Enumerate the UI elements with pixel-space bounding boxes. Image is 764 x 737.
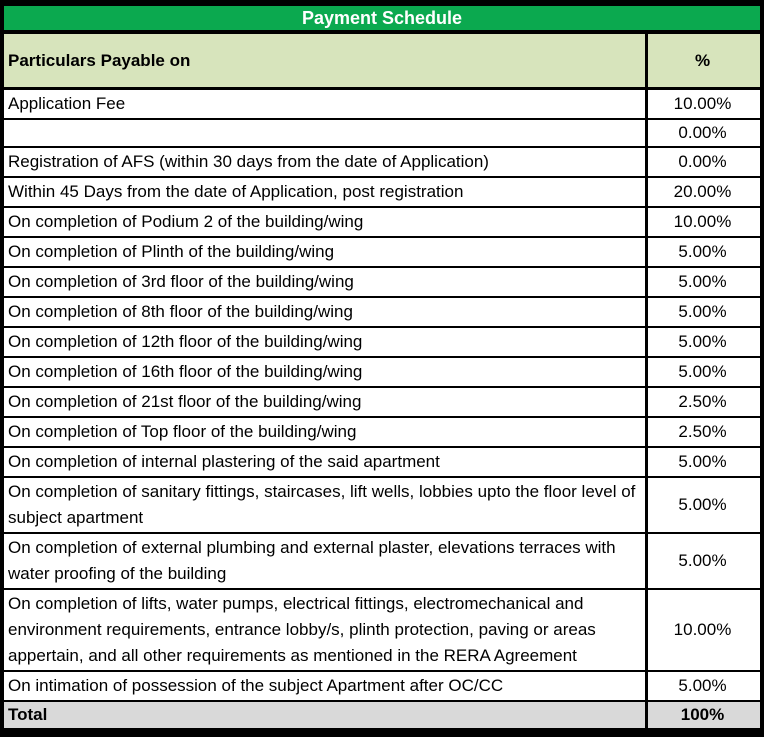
particulars-cell: On completion of 21st floor of the building/wing (8, 392, 362, 411)
table-row (4, 146, 760, 176)
table-row (4, 446, 760, 476)
table-row (4, 118, 760, 146)
table-row (4, 532, 760, 588)
percent-cell: 5.00% (645, 268, 757, 296)
percent-cell: 0.00% (645, 120, 757, 146)
percent-cell: 5.00% (645, 672, 757, 700)
particulars-cell: On completion of internal plastering of the said apartment (8, 452, 440, 471)
percent-cell: 10.00% (645, 208, 757, 236)
percent-cell: 5.00% (645, 448, 757, 476)
table-row (4, 206, 760, 236)
percent-cell: 5.00% (645, 328, 757, 356)
table-row (4, 296, 760, 326)
percent-cell: 2.50% (645, 418, 757, 446)
table-grid (4, 34, 760, 728)
table-row (4, 236, 760, 266)
table-row (4, 588, 760, 670)
particulars-cell (4, 120, 645, 146)
total-row (4, 700, 760, 728)
particulars-cell: Registration of AFS (within 30 days from the date of Application) (8, 152, 489, 171)
percent-cell: 10.00% (645, 590, 757, 670)
particulars-cell: On completion of Top floor of the building/wing (8, 422, 357, 441)
total-value: 100% (645, 702, 757, 728)
percent-cell: 5.00% (645, 298, 757, 326)
particulars-cell: On completion of 8th floor of the building/wing (8, 302, 353, 321)
table-row (4, 416, 760, 446)
particulars-cell: On completion of 12th floor of the building/wing (8, 332, 363, 351)
particulars-cell: On completion of lifts, water pumps, electrical fittings, electromechanical and environment requirements, entrance lobby/s, plinth protection, paving or areas appertain, and all other requirements as mentioned in the RERA Agreement (8, 594, 596, 665)
particulars-cell: Application Fee (8, 94, 126, 113)
percent-cell: 5.00% (645, 358, 757, 386)
table-row (4, 356, 760, 386)
particulars-cell: On completion of external plumbing and external plaster, elevations terraces with water proofing of the building (8, 538, 616, 583)
table-title: Payment Schedule (4, 6, 760, 30)
particulars-cell: On intimation of possession of the subject Apartment after OC/CC (8, 676, 504, 695)
table-row (4, 90, 760, 118)
table-row (4, 386, 760, 416)
percent-cell: 20.00% (645, 178, 757, 206)
particulars-cell: On completion of Podium 2 of the building/wing (8, 212, 364, 231)
percent-cell: 5.00% (645, 534, 757, 588)
header-row (4, 34, 760, 90)
percent-cell: 2.50% (645, 388, 757, 416)
percent-cell: 10.00% (645, 90, 757, 118)
particulars-cell: On completion of 16th floor of the building/wing (8, 362, 363, 381)
table-row (4, 326, 760, 356)
table-row (4, 670, 760, 700)
particulars-cell: On completion of sanitary fittings, staircases, lift wells, lobbies upto the floor level of subject apartment (8, 482, 636, 527)
column-header-particulars: Particulars Payable on (8, 50, 191, 70)
column-header-percent: % (645, 34, 757, 87)
table-row (4, 266, 760, 296)
particulars-cell: On completion of Plinth of the building/wing (8, 242, 335, 261)
table-body (4, 90, 760, 700)
percent-cell: 5.00% (645, 478, 757, 532)
table-row (4, 476, 760, 532)
total-label: Total (8, 705, 48, 724)
table-row (4, 176, 760, 206)
particulars-cell: Within 45 Days from the date of Application, post registration (8, 182, 464, 201)
particulars-cell: On completion of 3rd floor of the building/wing (8, 272, 354, 291)
percent-cell: 0.00% (645, 148, 757, 176)
percent-cell: 5.00% (645, 238, 757, 266)
